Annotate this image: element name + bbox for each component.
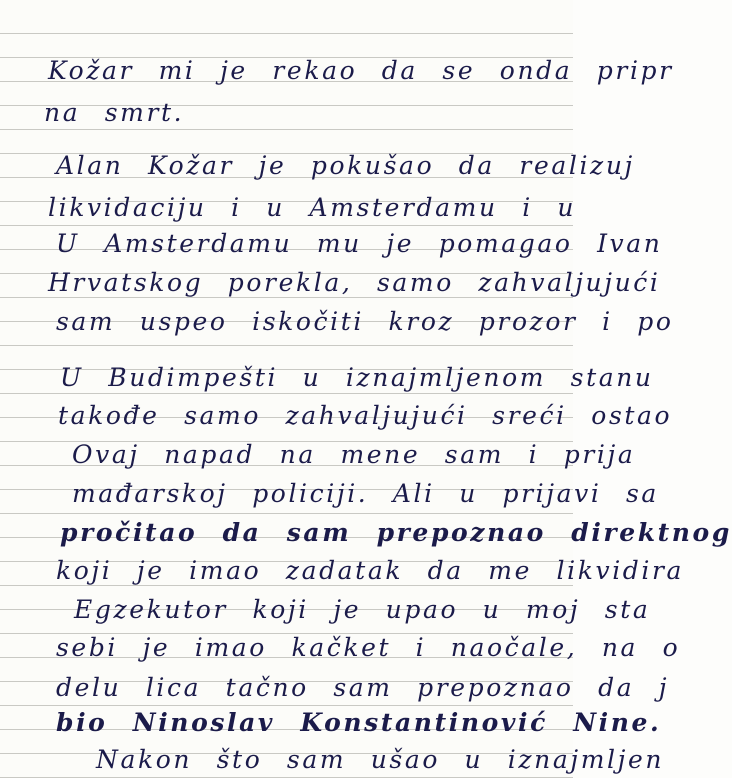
handwritten-line: Hrvatskog porekla, samo zahvaljujući bbox=[48, 268, 661, 297]
handwritten-line: Alan Kožar je pokušao da realizuj bbox=[56, 151, 635, 180]
handwritten-line: sebi je imao kačket i naočale, na o bbox=[56, 633, 681, 662]
handwritten-line: mađarskoj policiji. Ali u prijavi sa bbox=[72, 479, 659, 508]
handwritten-line: na smrt. bbox=[44, 98, 185, 127]
handwritten-line: delu lica tačno sam prepoznao da j bbox=[56, 673, 670, 702]
handwritten-line: U Amsterdamu mu je pomagao Ivan bbox=[56, 229, 663, 258]
handwritten-line: pročitao da sam prepoznao direktnog bbox=[60, 518, 732, 547]
handwritten-line: Kožar mi je rekao da se onda pripr bbox=[48, 56, 674, 85]
handwritten-line: likvidaciju i u Amsterdamu i u bbox=[48, 193, 577, 222]
handwritten-line: bio Ninoslav Konstantinović Nine. bbox=[56, 708, 662, 737]
handwritten-line: koji je imao zadatak da me likvidira bbox=[56, 556, 685, 585]
handwritten-line: U Budimpešti u iznajmljenom stanu bbox=[60, 363, 654, 392]
handwritten-line: Nakon što sam ušao u iznajmljen bbox=[96, 745, 665, 774]
handwritten-line: Ovaj napad na mene sam i prija bbox=[72, 440, 636, 469]
handwritten-line: Egzekutor koji je upao u moj sta bbox=[74, 595, 651, 624]
handwritten-line: sam uspeo iskočiti kroz prozor i po bbox=[56, 307, 674, 336]
handwritten-line: takođe samo zahvaljujući sreći ostao bbox=[58, 401, 673, 430]
